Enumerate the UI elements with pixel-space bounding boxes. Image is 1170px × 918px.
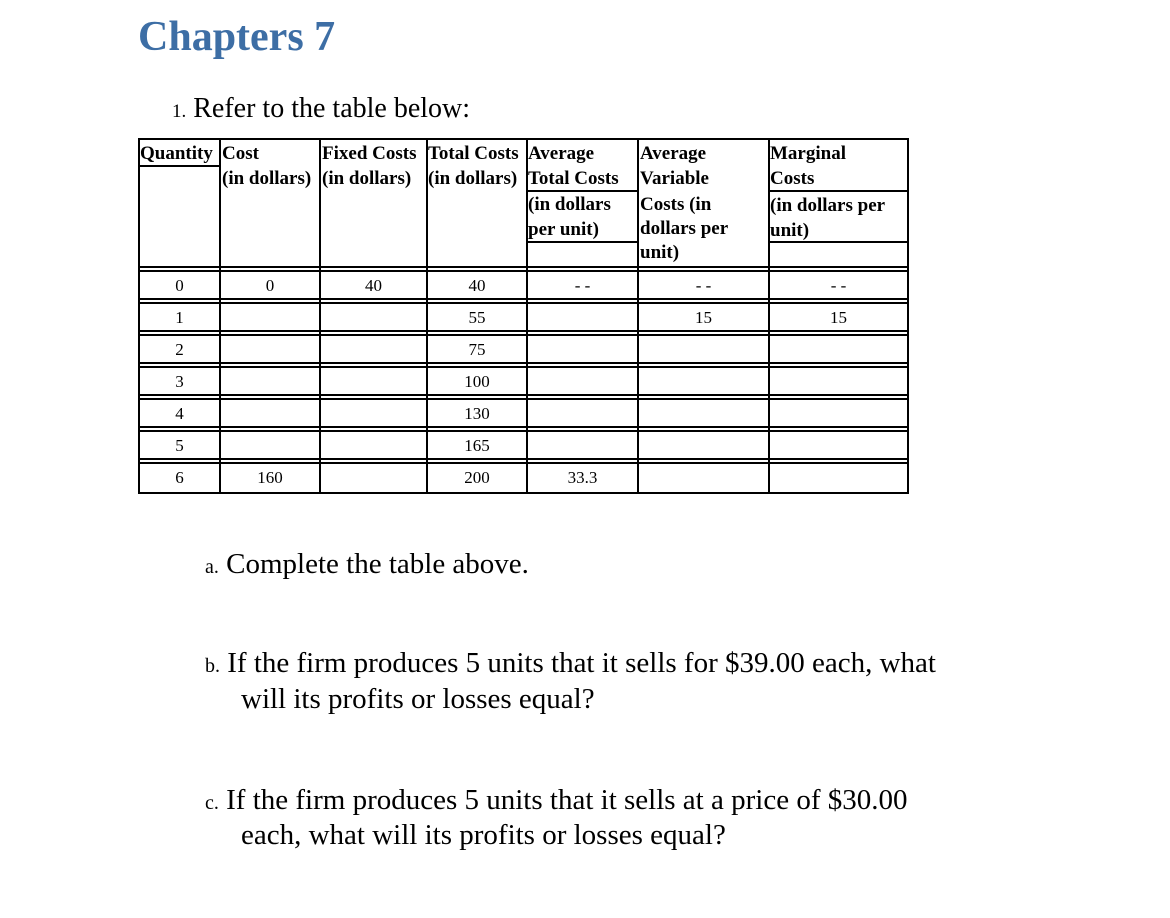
col-divider bbox=[219, 138, 221, 494]
cell-cost: 0 bbox=[265, 276, 275, 295]
header-atc-4: per unit) bbox=[528, 219, 599, 240]
header-avc-3: Costs (in bbox=[640, 194, 712, 215]
header-fixed-units: (in dollars) bbox=[322, 168, 412, 189]
header-mc-1: Marginal bbox=[770, 143, 846, 164]
cell-total: 100 bbox=[464, 372, 490, 391]
part-b bbox=[205, 645, 936, 684]
header-avc-4: dollars per bbox=[640, 218, 729, 239]
cell-avc: 15 bbox=[695, 308, 712, 327]
cell-total: 40 bbox=[468, 276, 486, 295]
header-mc-2: Costs bbox=[770, 168, 815, 189]
part-a-letter: a. bbox=[205, 556, 219, 578]
cell-quantity: 5 bbox=[175, 436, 184, 455]
cell-total: 55 bbox=[468, 308, 486, 327]
part-a bbox=[205, 546, 529, 585]
cell-total: 130 bbox=[464, 404, 490, 423]
cell-fixed: 40 bbox=[365, 276, 382, 295]
cell-mc: 15 bbox=[830, 308, 847, 327]
cell-quantity: 1 bbox=[175, 308, 184, 327]
part-b-line1: If the firm produces 5 units that it sells for $39.00 each, what bbox=[227, 647, 936, 679]
part-c bbox=[205, 782, 907, 821]
cell-total: 165 bbox=[464, 436, 490, 455]
table-border-top bbox=[138, 138, 909, 140]
header-cost: Cost bbox=[222, 143, 259, 164]
cell-quantity: 0 bbox=[175, 276, 184, 295]
part-c-letter: c. bbox=[205, 792, 219, 814]
page-title: Chapters 7 bbox=[138, 14, 336, 60]
part-b-letter: b. bbox=[205, 655, 220, 677]
header-avc-5: unit) bbox=[640, 242, 680, 263]
cell-quantity: 3 bbox=[175, 372, 184, 391]
cell-cost: 160 bbox=[257, 468, 283, 487]
cell-total: 200 bbox=[464, 468, 490, 487]
header-avc-1: Average bbox=[640, 143, 707, 164]
cell-atc: 33.3 bbox=[567, 468, 598, 487]
cell-quantity: 6 bbox=[175, 468, 184, 487]
col-divider bbox=[319, 138, 321, 494]
cell-quantity: 2 bbox=[175, 340, 184, 359]
row-divider bbox=[138, 266, 909, 268]
header-avc-2: Variable bbox=[640, 168, 709, 189]
header-cost-units: (in dollars) bbox=[222, 168, 312, 189]
header-total: Total Costs bbox=[428, 143, 519, 164]
header-mc-4: unit) bbox=[770, 220, 810, 241]
header-mc-3: (in dollars per bbox=[770, 195, 886, 216]
header-atc-2: Total Costs bbox=[528, 168, 619, 189]
question-number: 1. bbox=[172, 101, 187, 122]
part-a-text: Complete the table above. bbox=[226, 548, 529, 580]
question-1 bbox=[172, 92, 470, 126]
cell-mc: - - bbox=[830, 276, 847, 295]
cell-total: 75 bbox=[468, 340, 486, 359]
header-atc-1: Average bbox=[528, 143, 595, 164]
part-c-continued: each, what will its profits or losses equal? bbox=[241, 819, 726, 851]
question-text: Refer to the table below: bbox=[193, 93, 471, 124]
part-b-continued: will its profits or losses equal? bbox=[241, 683, 595, 715]
header-total-units: (in dollars) bbox=[428, 168, 518, 189]
cell-atc: - - bbox=[574, 276, 591, 295]
cell-avc: - - bbox=[695, 276, 712, 295]
header-quantity: Quantity bbox=[140, 143, 213, 164]
cost-table bbox=[138, 138, 909, 494]
header-atc-3: (in dollars bbox=[528, 194, 611, 215]
part-c-line1: If the firm produces 5 units that it sells at a price of $30.00 bbox=[226, 784, 908, 816]
header-fixed: Fixed Costs bbox=[322, 143, 417, 164]
cell-quantity: 4 bbox=[175, 404, 184, 423]
